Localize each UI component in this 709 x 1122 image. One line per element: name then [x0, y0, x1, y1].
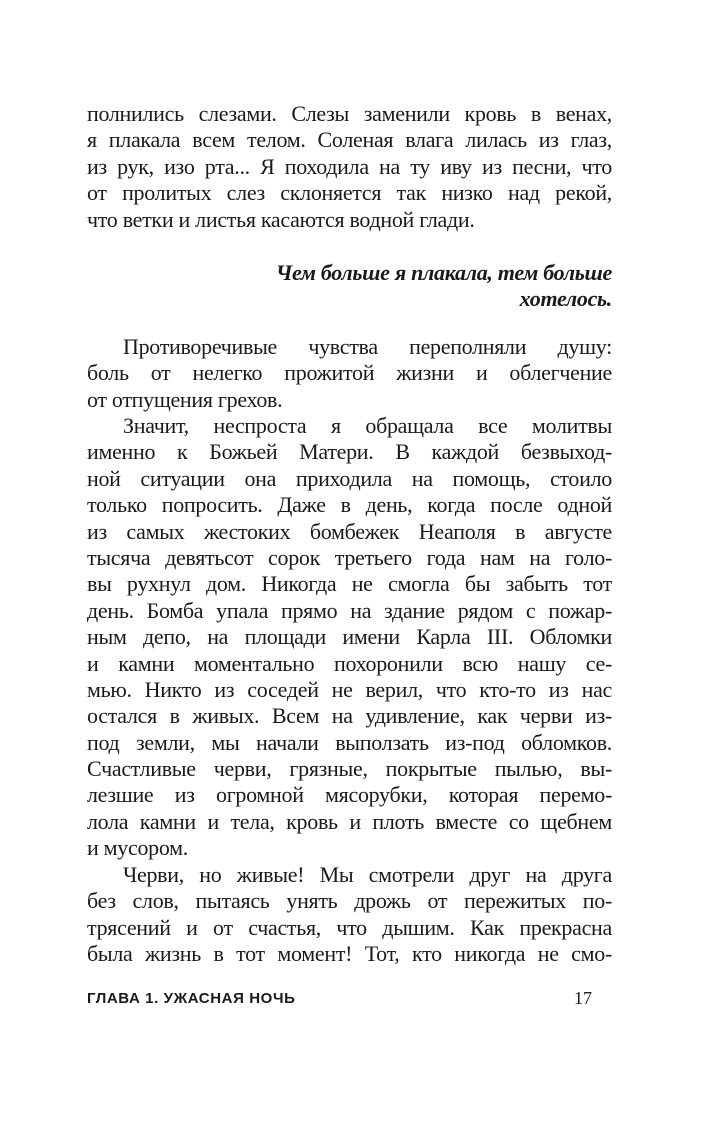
- text-line: и мусором.: [87, 835, 188, 861]
- epigraph-line: хотелось.: [519, 286, 612, 312]
- text-line: вы рухнул дом. Никогда не смогла бы забыть тот: [87, 571, 612, 597]
- text-line: что ветки и листья касаются водной глади.: [87, 206, 475, 232]
- text-line: из рук, изо рта... Я походила на ту иву из песни, что: [87, 153, 612, 179]
- text-line: только попросить. Даже в день, когда после одной: [87, 492, 612, 518]
- paragraph: [87, 862, 612, 968]
- text-line: именно к Божьей Матери. В каждой безвыход-: [87, 439, 612, 465]
- text-line: от пролитых слез склоняется так низко над рекой,: [87, 180, 612, 206]
- text-line: остался в живых. Всем на удивление, как черви из-: [87, 703, 612, 729]
- text-line: лола камни и тела, кровь и плоть вместе со щебнем: [87, 808, 612, 834]
- text-line: ным депо, на площади имени Карла III. Обломки: [87, 624, 612, 650]
- text-line: я плакала всем телом. Соленая влага лилась из глаз,: [87, 127, 612, 153]
- paragraph-continued: [87, 101, 612, 233]
- page-number: 17: [574, 988, 592, 1008]
- text-line: от отпущения грехов.: [87, 386, 283, 412]
- paragraph: [87, 413, 612, 862]
- epigraph: [87, 260, 612, 313]
- text-line: день. Бомба упала прямо на здание рядом с пожар-: [87, 597, 612, 623]
- text-line: под земли, мы начали выползать из-под обломков.: [87, 729, 612, 755]
- running-footer-chapter: ГЛАВА 1. УЖАСНАЯ НОЧЬ: [87, 990, 296, 1007]
- text-line: ной ситуации она приходила на помощь, стоило: [87, 465, 612, 491]
- text-line: тысяча девятьсот сорок третьего года нам на голо-: [87, 544, 612, 570]
- text-line: лезшие из огромной мясорубки, которая перемо-: [87, 782, 612, 808]
- text-line: Противоречивые чувства переполняли душу:: [123, 334, 612, 359]
- text-line: Значит, неспроста я обращала все молитвы: [123, 413, 612, 438]
- text-line: и камни моментально похоронили всю нашу се-: [87, 650, 612, 676]
- text-line: Черви, но живые! Мы смотрели друг на друга: [123, 862, 612, 887]
- text-line: была жизнь в тот момент! Тот, кто никогда не смо-: [87, 941, 612, 967]
- paragraph: [87, 334, 612, 413]
- text-line: боль от нелегко прожитой жизни и облегчение: [87, 360, 612, 386]
- text-line: трясений и от счастья, что дышим. Как прекрасна: [87, 914, 612, 940]
- text-line: без слов, пытаясь унять дрожь от пережитых по-: [87, 888, 612, 914]
- epigraph-line: Чем больше я плакала, тем больше: [275, 260, 612, 285]
- text-line: Счастливые черви, грязные, покрытые пылью, вы-: [87, 756, 612, 782]
- text-line: мью. Никто из соседей не верил, что кто-то из нас: [87, 676, 612, 702]
- text-line: из самых жестоких бомбежек Неаполя в августе: [87, 518, 612, 544]
- text-line: полнились слезами. Слезы заменили кровь в венах,: [87, 101, 612, 126]
